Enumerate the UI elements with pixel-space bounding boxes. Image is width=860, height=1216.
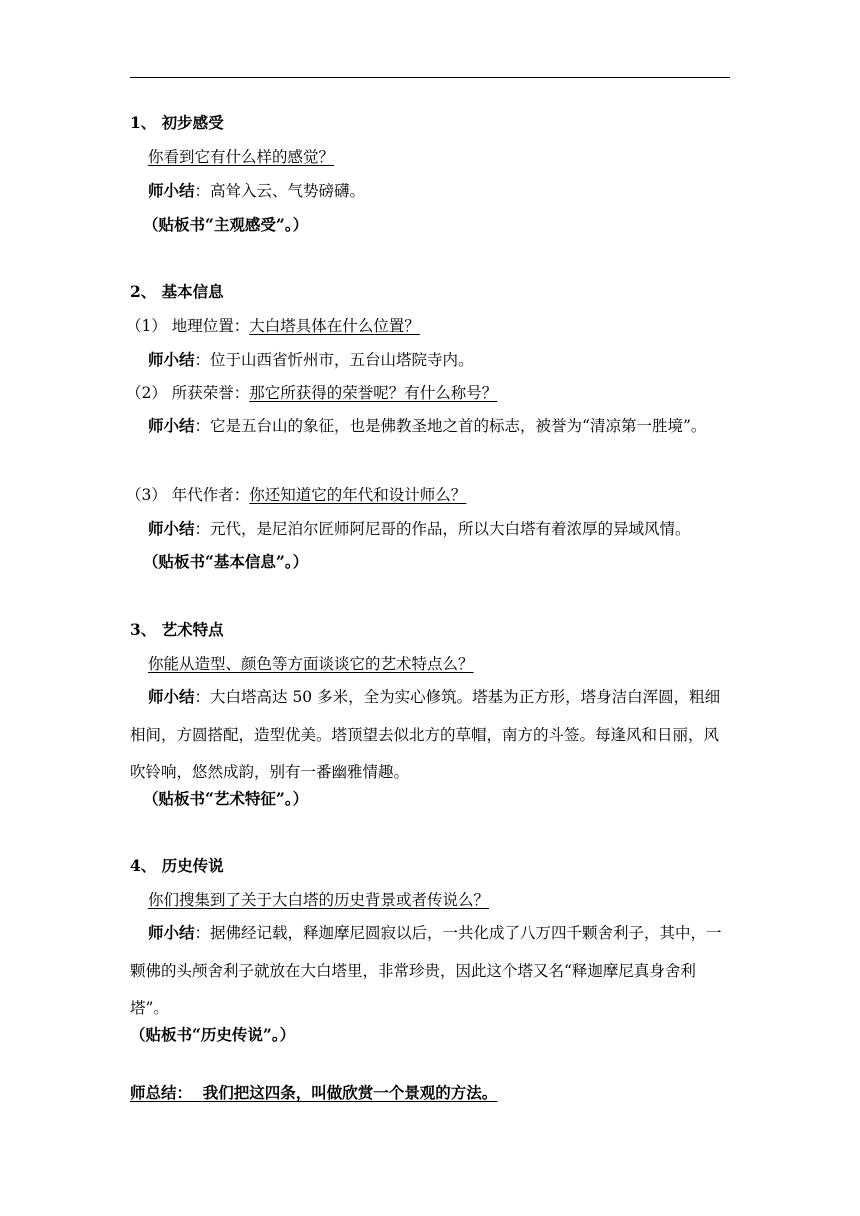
summary-label: 师小结: [148, 350, 195, 369]
section-3-question: 你能从造型、颜色等方面谈谈它的艺术特点么？: [148, 655, 474, 673]
summary-text: ：元代，是尼泊尔匠师阿尼哥的作品，所以大白塔有着浓厚的异域风情。: [194, 520, 691, 538]
section-1-heading: 1、 初步感受: [130, 113, 224, 132]
summary-label: 师小结: [148, 923, 195, 942]
summary-label: 师小结: [148, 416, 195, 435]
section-2-item-1-summary: [148, 350, 474, 370]
section-2-item-3-summary: [148, 519, 691, 539]
section-3-heading: 3、 艺术特点: [130, 620, 224, 639]
section-1-question: 你看到它有什么样的感觉？: [148, 148, 335, 166]
section-3-board-note: （贴板书“艺术特征”。）: [143, 789, 309, 808]
section-1-summary: [148, 181, 365, 201]
summary-label: 师小结: [148, 181, 195, 200]
item-prefix: （1） 地理位置：: [126, 317, 250, 335]
section-2-item-2-summary: [130, 407, 730, 446]
section-4-question: 你们搜集到了关于大白塔的历史背景或者传说么？: [148, 891, 490, 909]
section-2-item-3: [126, 485, 466, 505]
section-2-item-2: [126, 383, 497, 403]
item-question: 那它所获得的荣誉呢？有什么称号？: [249, 384, 498, 402]
conclusion-label: 师总结：: [130, 1083, 193, 1102]
summary-label: 师小结: [148, 687, 195, 706]
section-1-board-note: （贴板书“主观感受”。）: [143, 215, 309, 234]
section-3-summary: [130, 678, 730, 792]
item-prefix: （3） 年代作者：: [126, 486, 250, 504]
conclusion-text: 我们把这四条，叫做欣赏一个景观的方法。: [192, 1083, 498, 1102]
item-question: 你还知道它的年代和设计师么？: [249, 486, 467, 504]
summary-text: ：据佛经记载，释迦摩尼圆寂以后，一共化成了八万四千颗舍利子，其中，一颗佛的头颅舍利子就放在大白塔里，非常珍贵，因此这个塔又名“释迦摩尼真身舍利塔”。: [130, 924, 722, 1017]
header-rule: [130, 77, 730, 78]
summary-text: ：大白塔高达 50 多米，全为实心修筑。塔基为正方形，塔身洁白浑圆，粗细相间，方圆搭配，造型优美。塔顶望去似北方的草帽，南方的斗签。每逢风和日丽，风吹铃响，悠然成韵，别有一番幽雅情趣。: [130, 688, 721, 781]
section-4-board-note: （贴板书“历史传说”。）: [130, 1025, 296, 1044]
section-2-heading: 2、 基本信息: [130, 282, 224, 301]
section-2-board-note: （贴板书“基本信息”。）: [143, 552, 309, 571]
conclusion: [130, 1083, 497, 1103]
summary-text: ：高耸入云、气势磅礴。: [194, 182, 366, 200]
section-4-summary: [130, 914, 730, 1028]
summary-text: ：位于山西省忻州市，五台山塔院寺内。: [194, 351, 474, 369]
item-prefix: （2） 所获荣誉：: [126, 384, 250, 402]
item-question: 大白塔具体在什么位置？: [249, 317, 420, 335]
summary-label: 师小结: [148, 519, 195, 538]
summary-text: ：它是五台山的象征，也是佛教圣地之首的标志，被誉为“清凉第一胜境”。: [194, 417, 707, 435]
section-2-item-1: [126, 316, 420, 336]
section-4-heading: 4、 历史传说: [130, 856, 224, 875]
